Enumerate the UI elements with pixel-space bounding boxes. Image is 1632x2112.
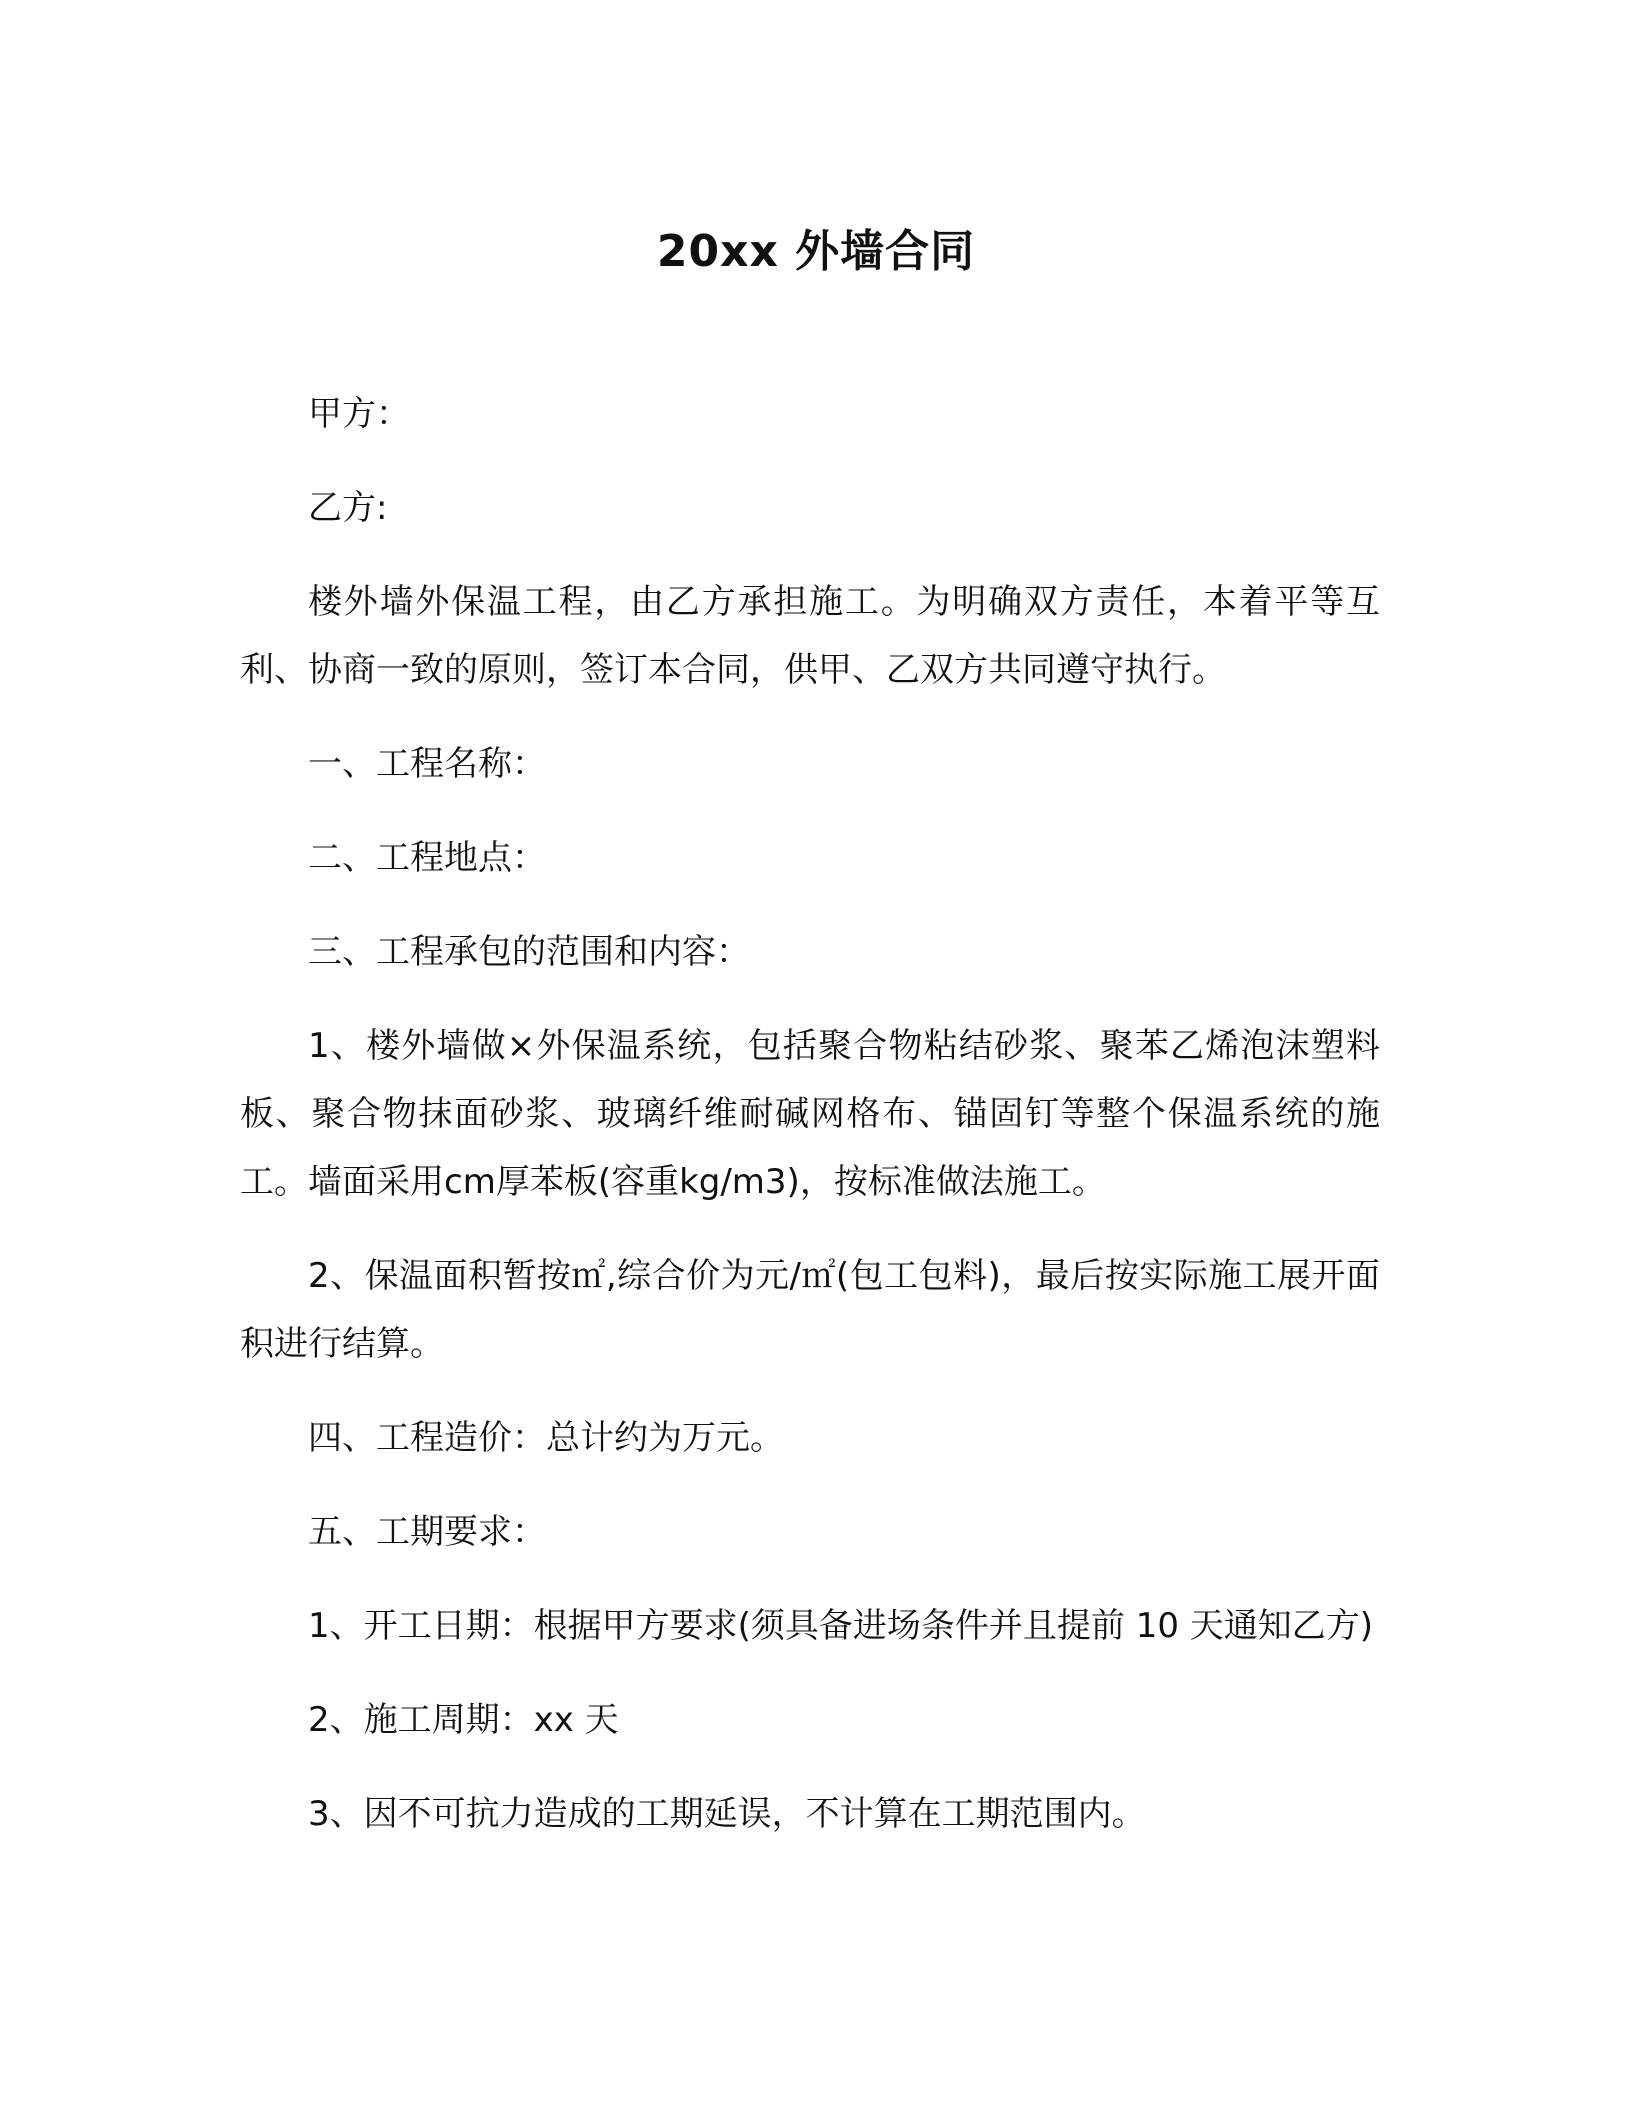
party-a-line: 甲方：	[308, 394, 410, 434]
intro-paragraph: 楼外墙外保温工程，由乙方承担施工。为明确双方责任，本着平等互利、协商一致的原则，签订本合同，供甲、乙双方共同遵守执行。	[240, 582, 1380, 690]
cost-line: 四、工程造价：总计约为万元。	[308, 1418, 784, 1458]
schedule-item-3: 3、因不可抗力造成的工期延误，不计算在工期范围内。	[308, 1794, 1146, 1834]
project-name-line: 一、工程名称：	[308, 744, 546, 784]
schedule-item-2: 2、施工周期：xx 天	[308, 1700, 619, 1740]
scope-heading: 三、工程承包的范围和内容：	[308, 932, 750, 972]
scope-item-1: 1、楼外墙做×外保温系统，包括聚合物粘结砂浆、聚苯乙烯泡沫塑料板、聚合物抹面砂浆、玻璃纤维耐碱网格布、锚固钉等整个保温系统的施工。墙面采用cm厚苯板(容重kg/m3)，按标准做法施工。	[240, 1026, 1380, 1202]
schedule-item-1: 1、开工日期：根据甲方要求(须具备进场条件并且提前 10 天通知乙方)	[308, 1606, 1374, 1646]
document-title: 20xx 外墙合同	[656, 226, 976, 277]
party-b-line: 乙方:	[308, 488, 388, 528]
project-location-line: 二、工程地点：	[308, 838, 546, 878]
scope-item-2: 2、保温面积暂按㎡,综合价为元/㎡(包工包料)，最后按实际施工展开面积进行结算。	[240, 1256, 1380, 1364]
document-body	[240, 380, 1380, 1874]
schedule-heading: 五、工期要求：	[308, 1512, 546, 1552]
